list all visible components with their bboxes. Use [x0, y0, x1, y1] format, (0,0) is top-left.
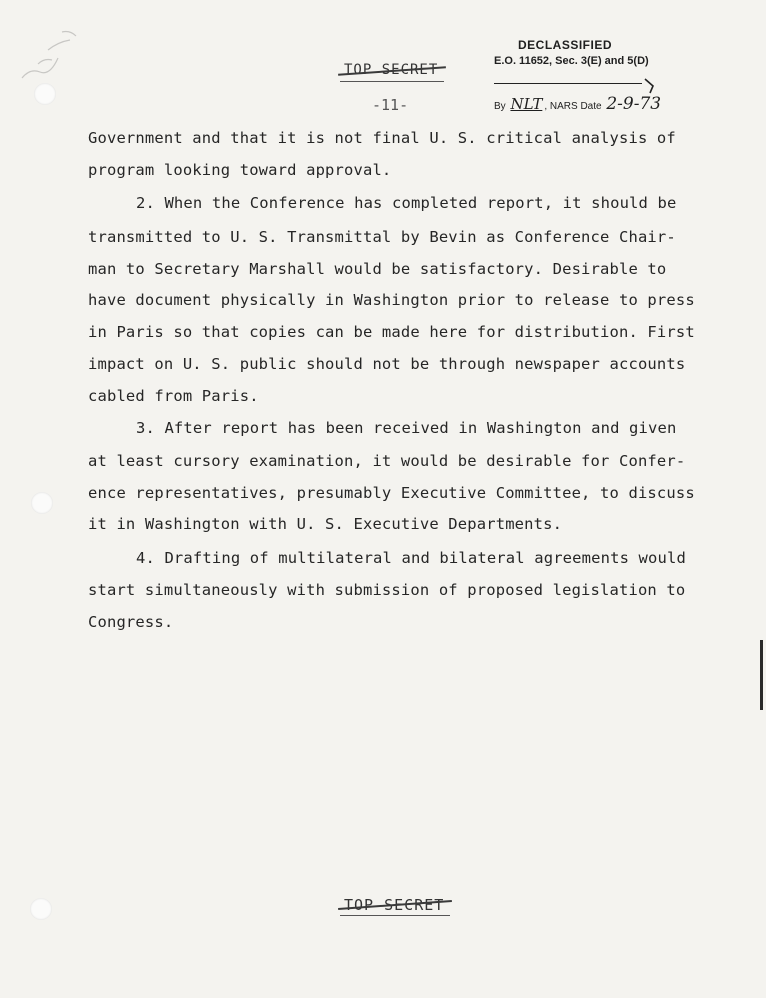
body-line: Congress.	[88, 613, 174, 631]
classification-text: TOP SECRET	[344, 62, 439, 78]
body-line: program looking toward approval.	[88, 161, 392, 179]
body-line: transmitted to U. S. Transmittal by Bevin as Conference Chair-	[88, 228, 676, 246]
stamp-title: DECLASSIFIED	[518, 38, 613, 52]
classification-underline	[340, 915, 450, 916]
body-line: man to Secretary Marshall would be satisfactory. Desirable to	[88, 260, 667, 278]
page-edge-mark	[760, 640, 763, 710]
body-line: in Paris so that copies can be made here for distribution. First	[88, 323, 695, 341]
stamp-by-label: By	[494, 101, 506, 112]
classification-text: TOP SECRET	[344, 896, 445, 914]
stamp-rule	[494, 83, 642, 84]
pen-tick-icon	[644, 78, 656, 94]
body-line: impact on U. S. public should not be through newspaper accounts	[88, 355, 686, 373]
body-line: 4. Drafting of multilateral and bilateral agreements would	[136, 549, 686, 567]
punch-hole	[30, 898, 52, 920]
stamp-nars-label: NARS Date	[549, 101, 602, 112]
page-number: -11-	[372, 96, 409, 114]
body-line: it in Washington with U. S. Executive Departments.	[88, 515, 563, 533]
stamp-authority: E.O. 11652, Sec. 3(E) and 5(D)	[494, 55, 649, 67]
stamp-signature-line: By NLT , NARS Date 2-9-73	[494, 94, 662, 114]
body-line: ence representatives, presumably Executive Committee, to discuss	[88, 484, 695, 502]
classification-header	[344, 62, 438, 78]
body-line: 3. After report has been received in Washington and given	[136, 419, 677, 437]
body-line: cabled from Paris.	[88, 387, 259, 405]
pencil-scribble-icon	[18, 28, 88, 90]
stamp-initials: NLT	[510, 95, 543, 113]
stamp-date: 2-9-73	[606, 94, 662, 114]
body-line: start simultaneously with submission of proposed legislation to	[88, 581, 686, 599]
body-line: at least cursory examination, it would be desirable for Confer-	[88, 452, 686, 470]
classification-footer	[344, 896, 444, 914]
punch-hole	[31, 492, 53, 514]
body-line: have document physically in Washington prior to release to press	[88, 291, 695, 309]
body-line: Government and that it is not final U. S. critical analysis of	[88, 129, 676, 147]
classification-underline	[340, 81, 444, 82]
body-line: 2. When the Conference has completed report, it should be	[136, 194, 677, 212]
